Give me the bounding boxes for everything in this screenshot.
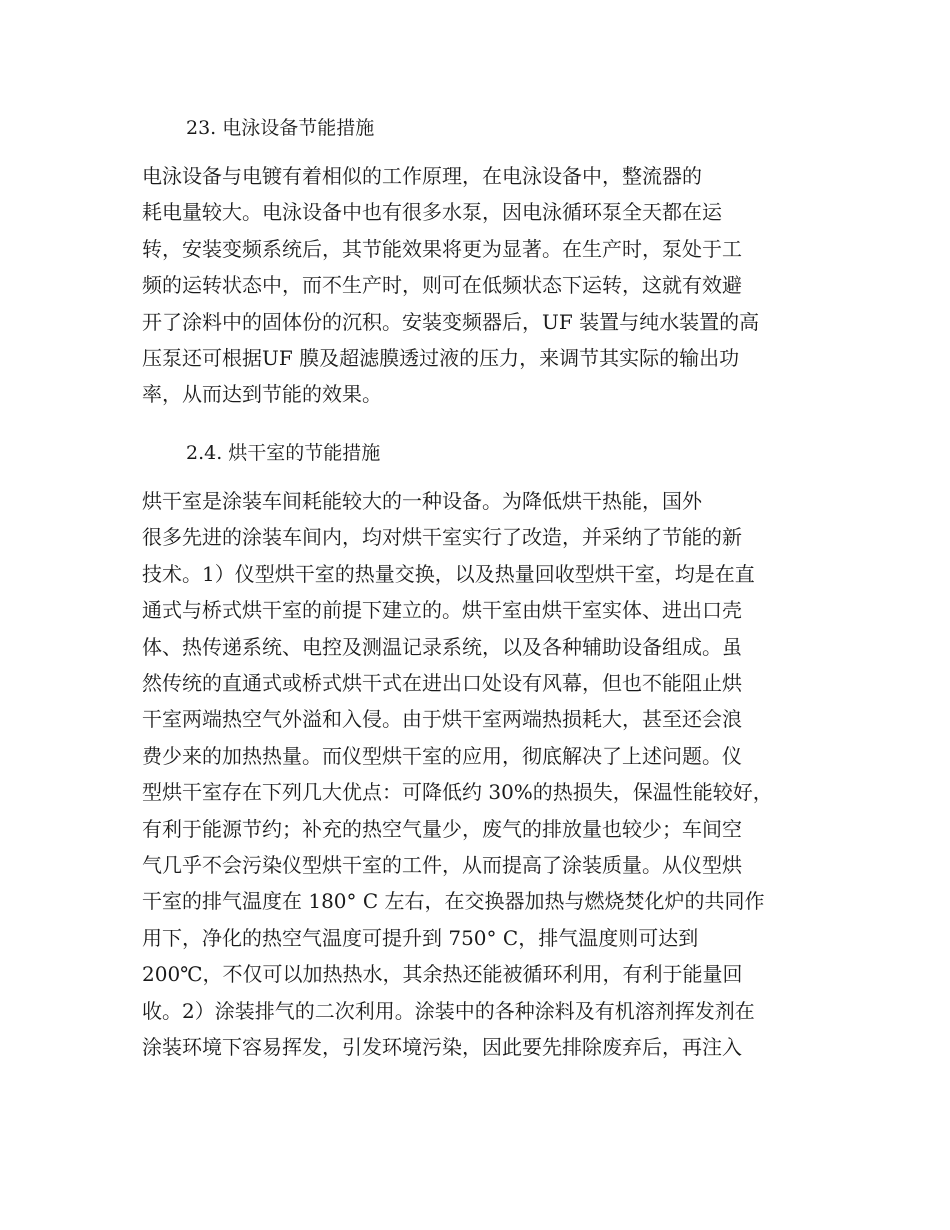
paragraph-line: 费少来的加热热量。而仪型烘干室的应用，彻底解决了上述问题。仪	[142, 743, 742, 768]
paragraph-line: 很多先进的涂装车间内，均对烘干室实行了改造，并采纳了节能的新	[142, 525, 742, 550]
paragraph-line: 烘干室是涂装车间耗能较大的一种设备。为降低烘干热能，国外	[142, 489, 702, 513]
paragraph-line: 开了涂料中的固体份的沉积。安装变频器后，UF 装置与纯水装置的高	[142, 309, 760, 334]
paragraph-line: 有利于能源节约；补充的热空气量少，废气的排放量也较少；车间空	[142, 816, 742, 841]
paragraph-line: 率，从而达到节能的效果。	[142, 382, 382, 407]
paragraph-line: 干室的排气温度在 180° C 左右，在交换器加热与燃烧焚化炉的共同作	[142, 889, 765, 914]
paragraph-line: 通式与桥式烘干室的前提下建立的。烘干室由烘干室实体、进出口壳	[142, 598, 742, 623]
paragraph-line: 200℃，不仅可以加热热水，其余热还能被循环利用，有利于能量回	[142, 962, 743, 987]
paragraph-line: 体、热传递系统、电控及测温记录系统，以及各种辅助设备组成。虽	[142, 634, 742, 659]
paragraph-line: 转，安装变频系统后，其节能效果将更为显著。在生产时，泵处于工	[142, 236, 742, 261]
paragraph-line: 涂装环境下容易挥发，引发环境污染，因此要先排除废弃后，再注入	[142, 1035, 742, 1059]
paragraph-line: 压泵还可根据UF 膜及超滤膜透过液的压力，来调节其实际的输出功	[142, 346, 740, 370]
paragraph-line: 技术。1）仪型烘干室的热量交换，以及热量回收型烘干室，均是在直	[142, 561, 755, 586]
section-heading-2-4: 2.4. 烘干室的节能措施	[186, 442, 381, 464]
paragraph-line: 然传统的直通式或桥式烘干式在进出口处设有风幕，但也不能阻止烘	[142, 671, 742, 695]
paragraph-line: 频的运转状态中，而不生产时，则可在低频状态下运转，这就有效避	[142, 273, 742, 298]
paragraph-line: 干室两端热空气外溢和入侵。由于烘干室两端热损耗大，甚至还会浪	[142, 707, 742, 732]
paragraph-line: 用下，净化的热空气温度可提升到 750° C，排气温度则可达到	[142, 925, 699, 950]
paragraph-line: 收。2）涂装排气的二次利用。涂装中的各种涂料及有机溶剂挥发剂在	[142, 998, 755, 1023]
paragraph-line: 型烘干室存在下列几大优点：可降低约 30%的热损失，保温性能较好，	[142, 780, 773, 805]
paragraph-line: 耗电量较大。电泳设备中也有很多水泵，因电泳循环泵全天都在运	[142, 200, 722, 225]
section-heading-23: 23. 电泳设备节能措施	[186, 117, 375, 139]
paragraph-line: 电泳设备与电镀有着相似的工作原理，在电泳设备中，整流器的	[142, 164, 702, 188]
paragraph-line: 气几乎不会污染仪型烘干室的工件，从而提高了涂装质量。从仪型烘	[142, 853, 742, 877]
